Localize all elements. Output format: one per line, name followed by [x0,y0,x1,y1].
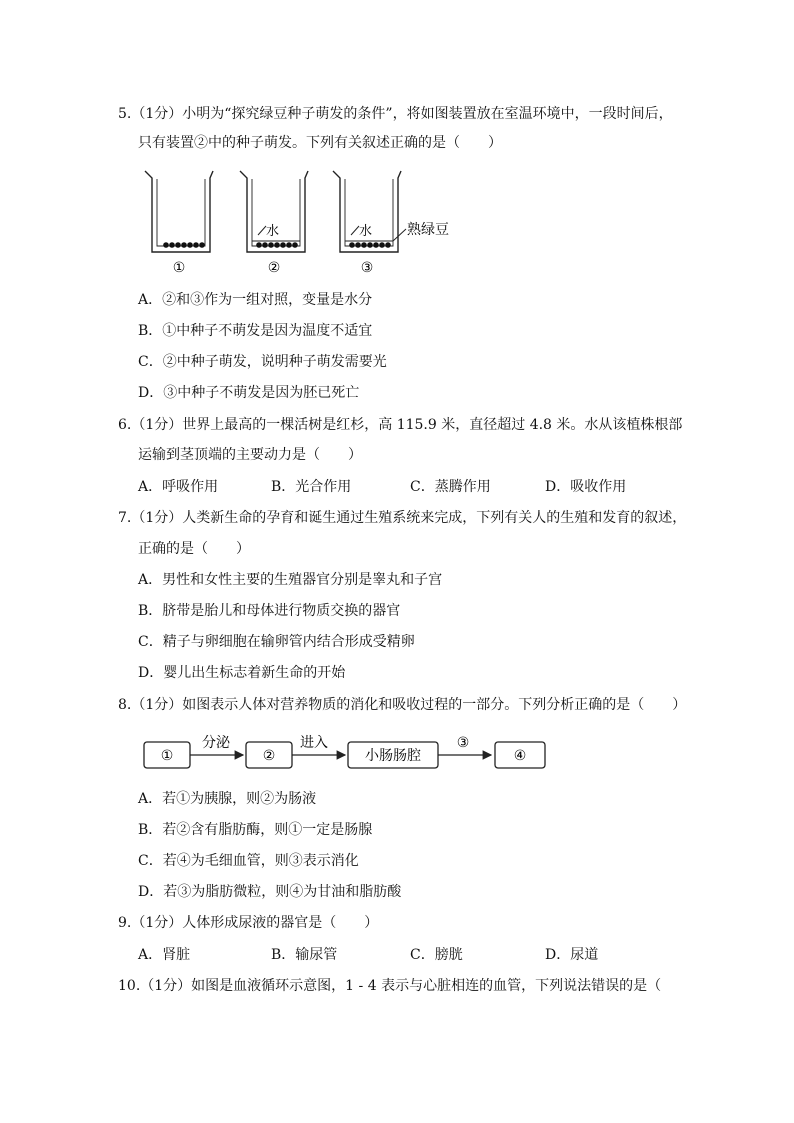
q5-option-b: B．①中种子不萌发是因为温度不适宜 [138,323,373,339]
q5-stem-cont: 只有装置②中的种子萌发。下列有关叙述正确的是（ ） [138,135,502,151]
cooked-bean-label: 熟绿豆 [407,222,449,238]
q7-option-b: B．脐带是胎儿和母体进行物质交换的器官 [138,603,401,619]
q6-stem-cont: 运输到茎顶端的主要动力是（ ） [138,447,362,463]
seeds-2 [256,242,298,248]
flow-arrow-2-label: 进入 [300,735,328,751]
flow-box-1-label: ① [160,748,174,764]
seeds-3 [349,242,391,248]
q8-option-c: C．若④为毛细血管，则③表示消化 [138,853,359,869]
water-label-2: 水 [266,224,280,239]
beaker-label-3: ③ [360,260,374,276]
q6-option-b: B．光合作用 [271,479,352,495]
q8-flow-diagram [140,732,560,776]
q9-option-d: D．尿道 [545,947,599,963]
q10-stem: 10.（1分）如图是血液循环示意图，1 - 4 表示与心脏相连的血管，下列说法错误的是（ [118,978,662,994]
q8-stem: 8.（1分）如图表示人体对营养物质的消化和吸收过程的一部分。下列分析正确的是（ ） [118,697,687,713]
beaker-1 [145,171,213,252]
beaker-3 [333,171,406,252]
flow-arrow-1-label: 分泌 [202,735,230,751]
q6-option-a: A．呼吸作用 [138,479,219,495]
q9-option-a: A．肾脏 [138,947,191,963]
q5-stem: 5.（1分）小明为“探究绿豆种子萌发的条件”，将如图装置放在室温环境中，一段时间后， [118,106,673,122]
flow-box-4-label: ④ [513,748,527,764]
q6-option-d: D．吸收作用 [545,479,627,495]
flow-box-3-label: 小肠肠腔 [365,748,421,764]
q9-option-b: B．输尿管 [271,947,338,963]
q7-stem: 7.（1分）人类新生命的孕育和诞生通过生殖系统来完成，下列有关人的生殖和发育的叙述， [118,510,687,526]
seeds-1 [163,242,205,248]
beaker-label-2: ② [267,260,281,276]
q7-stem-cont: 正确的是（ ） [138,541,250,557]
q8-option-b: B．若②含有脂肪酶，则①一定是肠腺 [138,822,373,838]
beaker-label-1: ① [172,260,186,276]
flow-arrow-3-label: ③ [456,735,470,751]
q8-option-a: A．若①为胰腺，则②为肠液 [138,791,317,807]
q7-option-c: C．精子与卵细胞在输卵管内结合形成受精卵 [138,634,415,650]
q9-stem: 9.（1分）人体形成尿液的器官是（ ） [118,915,379,931]
q5-option-a: A．②和③作为一组对照，变量是水分 [138,292,373,308]
water-label-3: 水 [359,224,373,239]
q6-stem: 6.（1分）世界上最高的一棵活树是红杉，高 115.9 米，直径超过 4.8 米。水从该植株根部 [118,417,683,433]
q7-option-d: D．婴儿出生标志着新生命的开始 [138,665,346,681]
q5-beakers-figure [140,165,470,280]
flow-box-2-label: ② [262,748,276,764]
beaker-2 [240,171,308,252]
q6-option-c: C．蒸腾作用 [410,479,491,495]
q7-option-a: A．男性和女性主要的生殖器官分别是睾丸和子宫 [138,572,443,588]
q5-option-d: D．③中种子不萌发是因为胚已死亡 [138,385,360,401]
q9-option-c: C．膀胱 [410,947,463,963]
q8-option-d: D．若③为脂肪微粒，则④为甘油和脂肪酸 [138,884,402,900]
q5-option-c: C．②中种子萌发，说明种子萌发需要光 [138,354,387,370]
